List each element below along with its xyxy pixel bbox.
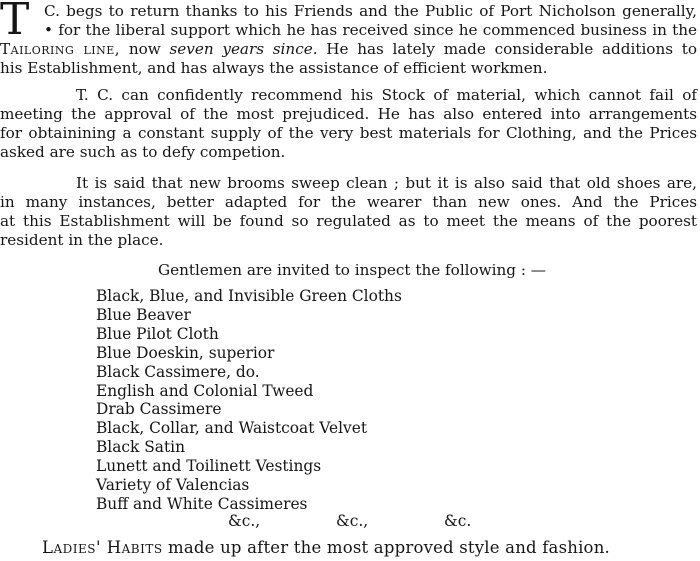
paragraph-line: • for the liberal support which he has received since he commenced business in the — [44, 21, 697, 39]
goods-item: Blue Beaver — [96, 305, 191, 324]
goods-item: Variety of Valencias — [96, 476, 250, 495]
paragraph-line: T. C. can confidently recommend his Stock of material, which cannot fail of — [76, 86, 697, 104]
paragraph-line: at this Establishment will be found so regulated as to meet the means of the poorest — [0, 212, 697, 230]
paragraph-line: resident in the place. — [0, 231, 164, 249]
ladies-habits-line — [42, 538, 610, 558]
ladies-habits-text: made up after the most approved style and fashion. — [162, 538, 610, 557]
etcetera-mark: &c. — [444, 512, 472, 530]
tailoring-line-text: Tailoring line, — [0, 40, 121, 58]
goods-item: Lunett and Toilinett Vestings — [96, 457, 322, 476]
goods-list — [96, 287, 402, 514]
invitation-heading: Gentlemen are invited to inspect the following : — — [158, 261, 546, 279]
paragraph-brooms — [0, 174, 697, 250]
text-fragment: He has lately made considerable additions to — [317, 40, 697, 58]
paragraph-line: asked are such as to defy competion. — [0, 143, 286, 161]
goods-item: Blue Pilot Cloth — [96, 324, 219, 343]
paragraph-stock — [0, 86, 697, 162]
paragraph-thanks — [0, 2, 697, 78]
seven-years-text: seven years since. — [169, 40, 318, 58]
paragraph-line: his Establishment, and has always the assistance of efficient workmen. — [0, 59, 548, 77]
paragraph-line: in many instances, better adapted for the wearer than new ones. And the Prices — [0, 193, 697, 211]
paragraph-line: It is said that new brooms sweep clean ; but it is also said that old shoes are, — [76, 174, 697, 192]
goods-item: Black, Collar, and Waistcoat Velvet — [96, 419, 368, 438]
drop-cap-letter: T — [0, 0, 30, 45]
goods-item: Black, Blue, and Invisible Green Cloths — [96, 287, 402, 305]
goods-item: Blue Doeskin, superior — [96, 343, 275, 362]
paragraph-line — [0, 40, 697, 59]
goods-item: Black Cassimere, do. — [96, 362, 260, 381]
paragraph-line: for obtainining a constant supply of the very best materials for Clothing, and the Prices — [0, 124, 697, 142]
paragraph-line: C. begs to return thanks to his Friends and the Public of Port Nicholson generally, — [44, 2, 697, 20]
goods-item: English and Colonial Tweed — [96, 381, 314, 400]
ladies-habits-title: Ladies' Habits — [42, 538, 163, 557]
etcetera-mark: &c., — [336, 512, 369, 530]
goods-item: Buff and White Cassimeres — [96, 494, 308, 513]
paragraph-line: meeting the approval of the most prejudiced. He has also entered into arrangements — [0, 105, 697, 123]
goods-item: Drab Cassimere — [96, 400, 222, 419]
text-fragment: now — [120, 40, 170, 58]
etcetera-mark: &c., — [228, 512, 261, 530]
goods-item: Black Satin — [96, 438, 185, 457]
